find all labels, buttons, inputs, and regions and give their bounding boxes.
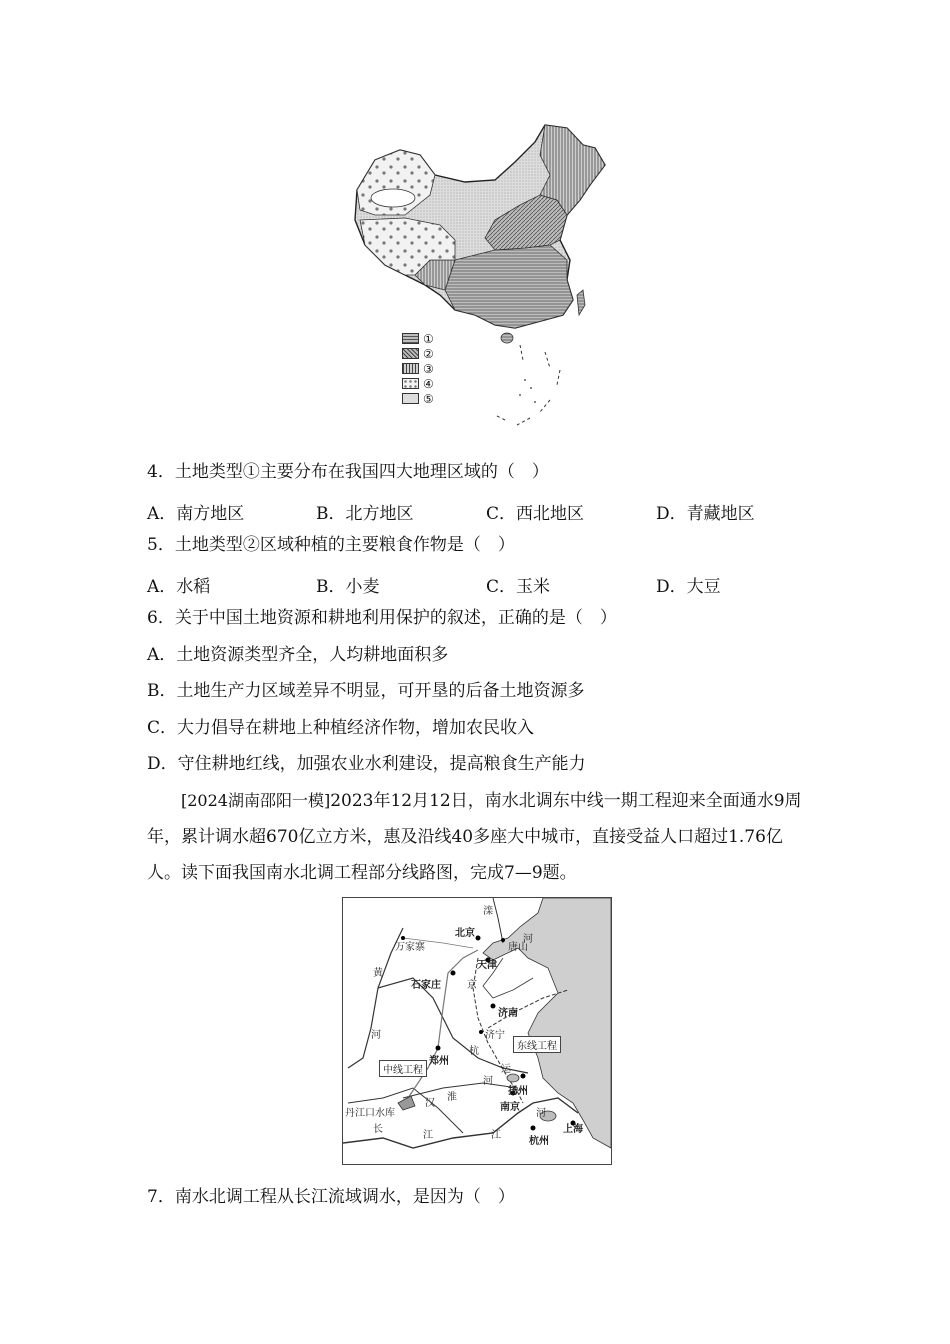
question-4-stem: 4．土地类型①主要分布在我国四大地理区域的（ ） (147, 462, 549, 482)
hainan-island (501, 333, 513, 343)
label-yangzhou: 扬州 (508, 1086, 528, 1097)
label-he2: 河 (371, 1030, 381, 1041)
question-5-stem: 5．土地类型②区域种植的主要粮食作物是（ ） (147, 535, 515, 555)
legend-label-3: ③ (423, 361, 434, 376)
label-hangzhou: 杭州 (529, 1136, 549, 1147)
huai-river (403, 1083, 518, 1098)
label-jining: 济宁 (485, 1030, 505, 1041)
passage (147, 783, 807, 891)
label-jiang2: 江 (491, 1130, 501, 1141)
label-jing: 京 (467, 980, 477, 991)
legend-label-1: ① (423, 331, 434, 346)
label-huai: 淮 (447, 1092, 457, 1103)
legend-label-2: ② (423, 346, 434, 361)
basin (371, 189, 415, 207)
q4-option-a: A．南方地区 (147, 504, 245, 524)
china-land-type-map (345, 120, 615, 435)
q5-option-b: B．小麦 (316, 577, 380, 597)
luan-river (493, 898, 503, 943)
label-yun: 运 (501, 1064, 511, 1075)
label-jiang1: 江 (423, 1130, 433, 1141)
label-middle-route: 中线工程 (379, 1060, 427, 1077)
question-7-stem: 7．南水北调工程从长江流域调水，是因为（ ） (147, 1187, 515, 1207)
legend-label-4: ④ (423, 376, 434, 391)
legend-item-5 (402, 391, 434, 406)
label-huang: 黄 (373, 968, 383, 979)
q5-option-c: C．玉米 (486, 577, 551, 597)
label-nanjing: 南京 (500, 1102, 520, 1113)
label-tangshan: 唐山 (508, 942, 528, 953)
label-shanghai: 上海 (563, 1124, 583, 1135)
q4-option-c: C．西北地区 (486, 504, 585, 524)
label-hang: 杭 (469, 1046, 479, 1057)
q5-option-a: A．水稻 (147, 577, 211, 597)
legend-swatch-1 (402, 333, 419, 344)
passage-source: [2024湖南邵阳一模] (181, 791, 331, 810)
legend-item-2 (402, 346, 434, 361)
label-he1: 河 (523, 934, 533, 945)
legend-item-1 (402, 331, 434, 346)
label-danjiangkou: 丹江口水库 (345, 1108, 395, 1119)
south-sea-islets (519, 379, 536, 403)
q4-option-b: B．北方地区 (316, 504, 414, 524)
label-beijing: 北京 (455, 928, 475, 939)
q4-option-d: D．青藏地区 (656, 504, 755, 524)
legend-label-5: ⑤ (423, 391, 434, 406)
passage-text: 2023年12月12日，南水北调东中线一期工程迎来全面通水9周年，累计调水超670亿立方米，惠及沿线40多座大中城市，直接受益人口超过1.76亿人。读下面我国南水北调工程部分线路图，完成7—9题。 (147, 791, 802, 883)
q5-option-d: D．大豆 (656, 577, 721, 597)
legend-item-4 (402, 376, 434, 391)
danjiangkou-reservoir (398, 1096, 415, 1110)
q6-option-c: C．大力倡导在耕地上种植经济作物，增加农民收入 (147, 718, 535, 738)
label-han: 汉 (425, 1098, 435, 1109)
label-he4: 河 (536, 1108, 546, 1119)
taiwan-island (577, 290, 585, 315)
label-wanjiazhai: 万家寨 (395, 942, 425, 953)
legend-swatch-2 (402, 348, 419, 359)
nine-dash-line (495, 345, 560, 425)
label-he3: 河 (483, 1076, 493, 1087)
legend-swatch-3 (402, 363, 419, 374)
label-chang: 长 (373, 1124, 383, 1135)
label-luan: 滦 (483, 906, 493, 917)
q6-option-a: A．土地资源类型齐全，人均耕地面积多 (147, 645, 449, 665)
label-zhengzhou: 郑州 (429, 1056, 449, 1067)
water-diversion-map (342, 897, 612, 1165)
label-shijiazhuang: 石家庄 (411, 980, 441, 991)
question-6-stem: 6．关于中国土地资源和耕地利用保护的叙述，正确的是（ ） (147, 608, 617, 628)
label-east-route: 东线工程 (513, 1036, 561, 1053)
hongze-lake (507, 1074, 519, 1082)
q6-option-d: D．守住耕地红线，加强农业水利建设，提高粮食生产能力 (147, 754, 586, 774)
label-tianjin: 天津 (477, 960, 497, 971)
legend-item-3 (402, 361, 434, 376)
legend-swatch-4 (402, 378, 419, 389)
label-jinan: 济南 (498, 1008, 518, 1019)
region-1 (445, 245, 573, 328)
legend-swatch-5 (402, 393, 419, 404)
q6-option-b: B．土地生产力区域差异不明显，可开垦的后备土地资源多 (147, 681, 585, 701)
map-legend (402, 331, 434, 406)
